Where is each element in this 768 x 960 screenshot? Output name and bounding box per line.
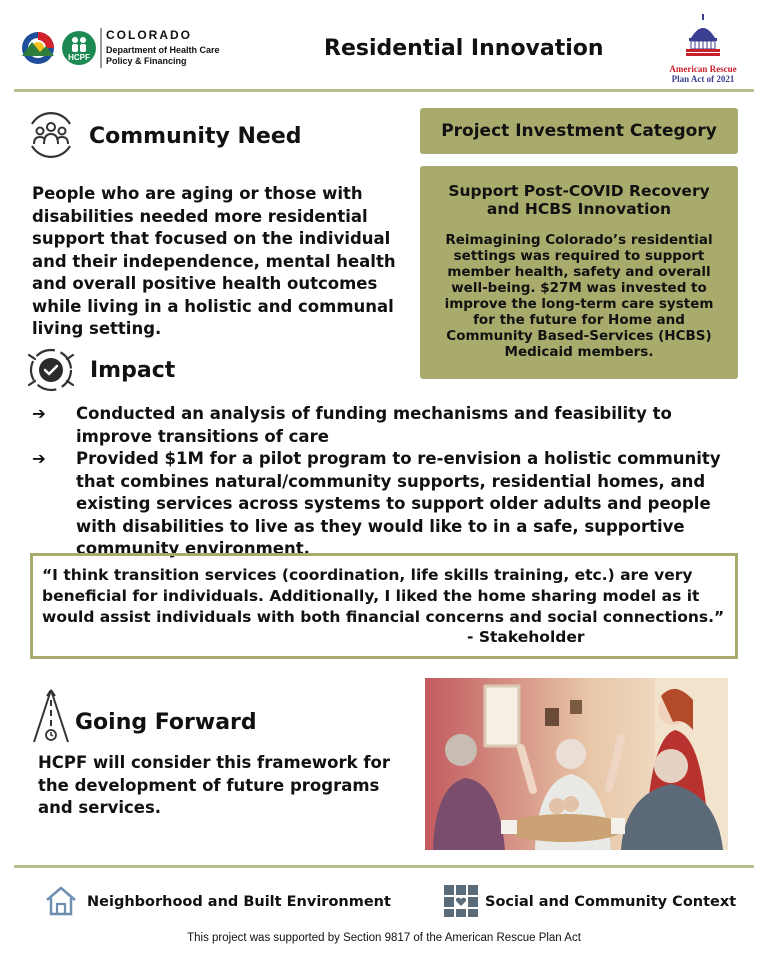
community-dining-photo [425, 678, 728, 850]
community-puzzle-icon [443, 884, 479, 918]
arrow-right-icon: ➔ [32, 449, 46, 468]
community-need-heading: Community Need [89, 124, 302, 149]
logo-dept-line2: Policy & Financing [106, 56, 187, 66]
investment-category-label-box [420, 108, 738, 154]
hcpf-badge-text: HCPF [68, 53, 90, 62]
investment-category-label: Project Investment Category [441, 121, 717, 141]
going-forward-heading: Going Forward [75, 710, 257, 735]
community-need-body: People who are aging or those with disabilities needed more residential support that focused on the individual and their independence, mental health and overall positive health outcomes while living in a holistic and communal living setting. [32, 184, 396, 338]
road-icon [30, 688, 72, 744]
arpa-logo [668, 14, 738, 84]
arrow-right-icon: ➔ [32, 404, 46, 423]
target-check-icon [26, 345, 76, 395]
investment-category-title: Support Post-COVID Recovery and HCBS Innovation [448, 182, 710, 218]
impact-bullet-item [32, 448, 738, 561]
hcpf-logo [20, 28, 220, 72]
impact-bullet-text: Conducted an analysis of funding mechanisms and feasibility to improve transitions of care [76, 404, 672, 446]
investment-detail-box [420, 166, 738, 379]
investment-description: Reimagining Colorado’s residential settings was required to support member health, safety and overall well-being. $27M was invested to improve the long-term care system for the future for Home and Community Based-Services (HCBS) Medicaid members. [444, 232, 714, 360]
impact-bullet-item [32, 403, 738, 448]
footer-divider [14, 865, 754, 868]
community-icon [26, 110, 76, 160]
colorado-c-logo-icon [20, 30, 60, 66]
quote-text: “I think transition services (coordination, life skills training, etc.) are very beneficial for individuals. Additionally, I liked the home sharing model as it would assist individuals with both financial concerns and social connections.” [42, 566, 725, 626]
hcpf-badge [62, 31, 96, 65]
arpa-line2: Plan Act of 2021 [671, 74, 735, 84]
house-icon [44, 886, 78, 916]
capitol-dome-icon [682, 14, 724, 60]
people-icon [69, 36, 89, 52]
impact-heading: Impact [90, 358, 176, 383]
impact-bullet-list [32, 403, 738, 561]
logo-state: COLORADO [106, 28, 192, 42]
footer-tag-neighborhood: Neighborhood and Built Environment [87, 894, 391, 910]
impact-bullet-text: Provided $1M for a pilot program to re-envision a holistic community that combines natural/community supports, residential homes, and existing services across systems to support older adults and people with disabilities to live as they would like to in a safe, supportive community environment. [76, 449, 721, 558]
stakeholder-quote-box [30, 553, 738, 659]
header-divider [14, 89, 754, 92]
logo-dept-line1: Department of Health Care [106, 45, 220, 55]
footer-note: This project was supported by Section 9817 of the American Rescue Plan Act [187, 932, 581, 944]
quote-attribution: - Stakeholder [467, 628, 585, 646]
going-forward-body: HCPF will consider this framework for the development of future programs and services. [38, 753, 390, 817]
arpa-line1: American Rescue [669, 64, 737, 74]
footer-tag-social: Social and Community Context [485, 894, 737, 910]
page-title: Residential Innovation [324, 36, 604, 61]
